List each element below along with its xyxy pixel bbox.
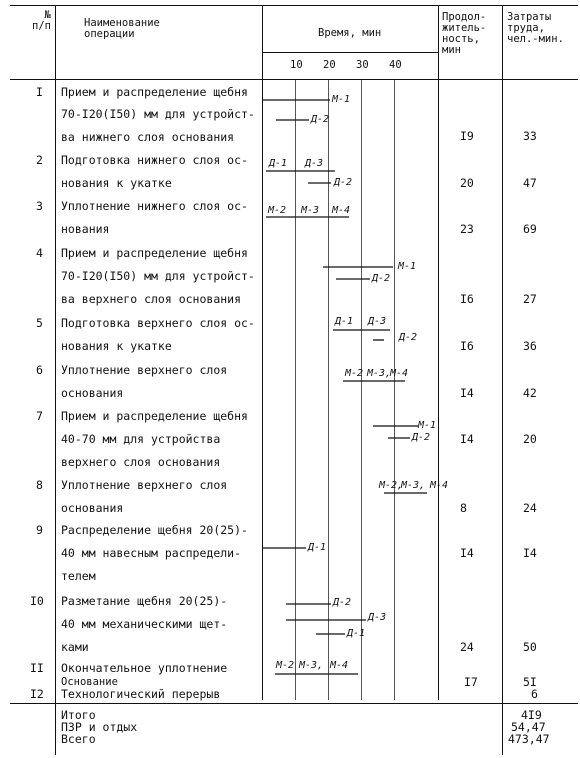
label-m4: М-4 xyxy=(390,368,409,379)
row-text: основания xyxy=(61,501,124,515)
label-m2: М-2 xyxy=(345,368,364,379)
label-d3: Д-3 xyxy=(368,612,387,623)
header-duration: Продол- житель- ность, мин xyxy=(442,11,487,56)
row-text: Распределение щебня 20(25)- xyxy=(61,523,248,537)
row-text: верхнего слоя основания xyxy=(61,455,221,469)
row-text: ками xyxy=(61,640,89,654)
label-d3: Д-3 xyxy=(305,158,324,169)
tick-30: 30 xyxy=(356,59,369,71)
label-m1: М-1 xyxy=(418,420,437,431)
row-duration: 8 xyxy=(460,501,467,515)
label-d1: Д-1 xyxy=(269,158,288,169)
row-text: 70-I20(I50) мм для устройст- xyxy=(61,107,255,121)
row-text: телем xyxy=(61,569,96,583)
label-m2: М-2 xyxy=(276,660,295,671)
label-d2: Д-2 xyxy=(412,432,431,443)
row-duration: I7 xyxy=(464,675,478,689)
footer-labels: Итого ПЗР и отдых Всего xyxy=(61,708,138,746)
row-duration: I6 xyxy=(460,292,474,306)
row-duration: I4 xyxy=(460,432,474,446)
row-text: нования к укатке xyxy=(61,176,172,190)
row-duration: I6 xyxy=(460,339,474,353)
row-num: 3 xyxy=(36,199,43,213)
label-d2: Д-2 xyxy=(333,597,352,608)
row-duration: 23 xyxy=(460,222,474,236)
label-m4: М-4 xyxy=(332,205,351,216)
label-m3: М-3, xyxy=(367,368,392,379)
label-d2: Д-2 xyxy=(372,273,391,284)
row-text: основания xyxy=(61,386,124,400)
footer-values: 4I9 54,47 473,47 xyxy=(508,708,550,746)
row-text: 40-70 мм для устройства xyxy=(61,432,221,446)
row-duration: 20 xyxy=(460,176,474,190)
label-m3: М-3 xyxy=(301,205,320,216)
row-labor: 69 xyxy=(523,222,537,236)
header-name: Наименование операции xyxy=(84,17,160,40)
row-labor: 50 xyxy=(523,640,537,654)
header-labor: Затраты труда, чел.-мин. xyxy=(507,11,564,45)
row-num: II xyxy=(30,661,44,675)
row-text: Уплотнение нижнего слоя ос- xyxy=(61,199,248,213)
row-num: I xyxy=(36,85,43,99)
label-d2: Д-2 xyxy=(311,114,330,125)
row-labor: 36 xyxy=(523,339,537,353)
row-text: Окончательное уплотнение xyxy=(61,661,228,675)
row-text: нования к укатке xyxy=(61,339,172,353)
row-num: 4 xyxy=(36,246,43,260)
row-num: 2 xyxy=(36,153,43,167)
row-duration: I4 xyxy=(460,546,474,560)
row-text: нования xyxy=(61,222,110,236)
row-num: I0 xyxy=(30,594,44,608)
header-time: Время, мин xyxy=(318,27,382,39)
label-d2: Д-2 xyxy=(399,332,418,343)
row-num: I2 xyxy=(30,687,44,701)
row-text: Уплотнение верхнего слоя xyxy=(61,478,228,492)
row-text: Прием и распределение щебня xyxy=(61,246,248,260)
row-text: Уплотнение верхнего слоя xyxy=(61,363,228,377)
row-text: Основание xyxy=(61,676,118,688)
row-labor: 47 xyxy=(523,176,537,190)
label-m3: М-3, xyxy=(401,480,426,491)
row-text: Прием и распределение щебня xyxy=(61,85,248,99)
row-labor: 42 xyxy=(523,386,537,400)
row-text: ва нижнего слоя основания xyxy=(61,130,235,144)
row-labor: I4 xyxy=(523,546,537,560)
row-text: 40 мм механическими щет- xyxy=(61,617,228,631)
row-labor: 33 xyxy=(523,129,537,143)
row-num: 5 xyxy=(36,316,43,330)
row-num: 8 xyxy=(36,478,43,492)
tick-20: 20 xyxy=(323,59,336,71)
label-d3: Д-3 xyxy=(368,316,387,327)
label-m2: М-2 xyxy=(268,205,287,216)
header-num: № п/п xyxy=(32,9,51,32)
row-num: 7 xyxy=(36,409,43,423)
row-text: 40 мм навесным распредели- xyxy=(61,546,242,560)
row-labor: 27 xyxy=(523,292,537,306)
label-m1: М-1 xyxy=(398,261,417,272)
row-text: Прием и распределение щебня xyxy=(61,409,248,423)
label-m4: М-4 xyxy=(330,660,349,671)
row-duration: I4 xyxy=(460,386,474,400)
label-m4: М-4 xyxy=(430,480,449,491)
row-labor: 5I xyxy=(523,675,537,689)
row-labor: 24 xyxy=(523,501,537,515)
row-text: ва верхнего слоя основания xyxy=(61,292,242,306)
label-m1: М-1 xyxy=(332,94,351,105)
row-text: Технологический перерыв xyxy=(61,687,221,701)
row-num: 6 xyxy=(36,363,43,377)
label-m3: М-3, xyxy=(299,660,324,671)
row-labor: 6 xyxy=(531,687,538,701)
row-labor: 20 xyxy=(523,432,537,446)
row-text: Подготовка нижнего слоя ос- xyxy=(61,153,248,167)
row-num: 9 xyxy=(36,523,43,537)
row-duration: I9 xyxy=(460,129,474,143)
row-text: 70-I20(I50) мм для устройст- xyxy=(61,269,255,283)
tick-10: 10 xyxy=(290,59,303,71)
row-duration: 24 xyxy=(460,640,474,654)
label-d1: Д-1 xyxy=(347,628,366,639)
tick-40: 40 xyxy=(389,59,402,71)
row-text: Разметание щебня 20(25)- xyxy=(61,594,228,608)
label-m2: М-2, xyxy=(379,480,404,491)
row-text: Подготовка верхнего слоя ос- xyxy=(61,316,255,330)
label-d2: Д-2 xyxy=(334,177,353,188)
label-d1: Д-1 xyxy=(308,542,327,553)
label-d1: Д-1 xyxy=(335,316,354,327)
